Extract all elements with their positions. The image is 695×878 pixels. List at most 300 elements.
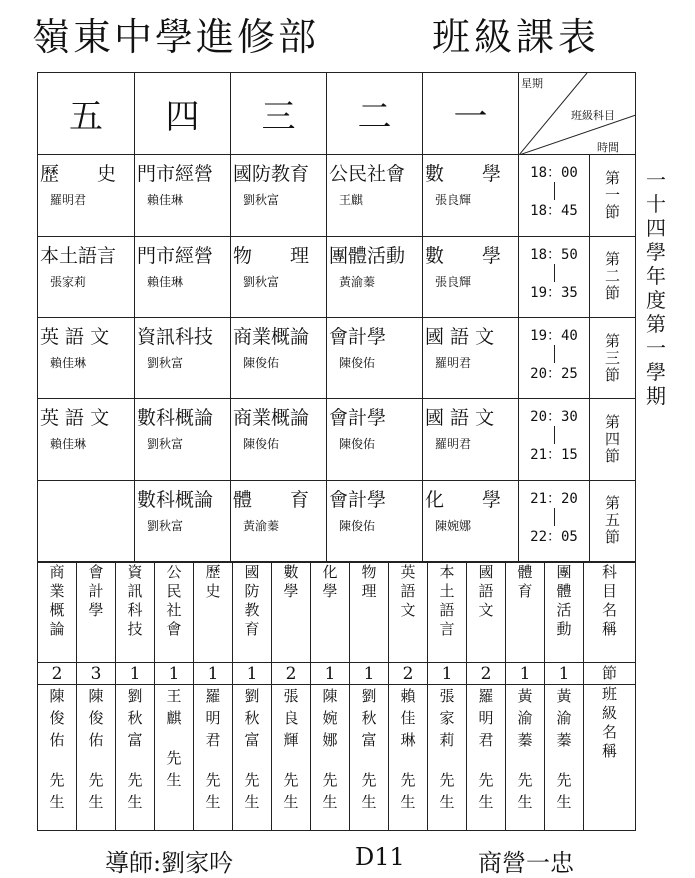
teacher-name: 陳俊佑 xyxy=(243,355,280,370)
school-year-char: 十 xyxy=(646,192,666,216)
summary-subject-char: 教 xyxy=(244,601,260,619)
summary-subject xyxy=(116,563,155,663)
time-separator xyxy=(554,264,555,282)
period-label-char: 節 xyxy=(604,284,620,303)
corner-subject-label: 班級科目 xyxy=(571,109,615,122)
summary-subject-char: 商 xyxy=(49,563,65,581)
summary-subject-char: 學 xyxy=(88,601,104,619)
summary-subject xyxy=(155,563,194,663)
teacher-suffix-char: 先 xyxy=(283,771,299,789)
teacher-name: 陳俊佑 xyxy=(339,437,376,452)
teacher-suffix-char: 先 xyxy=(88,771,104,789)
school-year-char: 學 xyxy=(646,360,666,384)
summary-teacher-char: 婉 xyxy=(322,709,338,727)
summary-teacher-char: 佑 xyxy=(49,731,65,749)
summary-teacher-char: 劉 xyxy=(361,687,377,705)
subject-name: 國 語 文 xyxy=(425,325,495,348)
summary-count: 2 xyxy=(272,663,311,685)
class-cell xyxy=(231,480,327,561)
summary-count: 1 xyxy=(233,663,272,685)
summary-subject-char: 活 xyxy=(556,601,572,619)
school-year-char: 一 xyxy=(646,336,666,360)
period-label-char: 節 xyxy=(604,202,620,221)
class-cell xyxy=(423,317,519,398)
corner-time-label: 時間 xyxy=(597,141,619,154)
subject-name: 英 語 文 xyxy=(40,325,110,348)
teacher-name: 王麒 xyxy=(339,193,364,208)
summary-subject-char: 業 xyxy=(49,582,65,600)
summary-subject-char: 技 xyxy=(127,620,143,638)
subject-name: 資訊科技 xyxy=(137,325,214,348)
summary-count: 1 xyxy=(194,663,233,685)
summary-subject-char: 英 xyxy=(400,563,416,581)
period-label xyxy=(590,317,636,398)
summary-count: 3 xyxy=(77,663,116,685)
summary-subject-char: 訊 xyxy=(127,582,143,600)
summary-teacher-char: 王 xyxy=(166,687,182,705)
summary-teacher xyxy=(194,685,233,831)
subjects-label xyxy=(584,563,636,663)
summary-teacher-char: 秋 xyxy=(361,709,377,727)
subjects-label-char: 科 xyxy=(601,563,617,581)
summary-subject-char: 育 xyxy=(244,620,260,638)
class-cell xyxy=(231,317,327,398)
class-cell xyxy=(38,236,135,317)
summary-teacher-char: 蓁 xyxy=(517,731,533,749)
summary-teacher-char: 賴 xyxy=(400,687,416,705)
summary-teacher xyxy=(467,685,506,831)
teacher-suffix xyxy=(233,769,271,813)
school-title: 嶺東中學進修部 xyxy=(32,15,320,59)
teacher-suffix xyxy=(350,769,388,813)
summary-subject-char: 資 xyxy=(127,563,143,581)
start-time: 18：00 xyxy=(530,165,578,182)
summary-subject-char: 概 xyxy=(49,601,65,619)
class-cell xyxy=(231,236,327,317)
class-cell xyxy=(423,236,519,317)
class-cell xyxy=(38,317,135,398)
summary-teacher-char: 佑 xyxy=(88,731,104,749)
class-cell xyxy=(423,480,519,561)
summary-teacher-char: 陳 xyxy=(88,687,104,705)
teacher-name: 陳俊佑 xyxy=(243,437,280,452)
subject-name: 英 語 文 xyxy=(40,407,110,430)
school-year-label xyxy=(645,168,667,408)
summary-count: 1 xyxy=(350,663,389,685)
summary-teacher-char: 黃 xyxy=(517,687,533,705)
teacher-name: 劉秋富 xyxy=(243,193,280,208)
summary-subject xyxy=(350,563,389,663)
class-cell xyxy=(327,399,423,480)
summary-teacher xyxy=(428,685,467,831)
subject-name: 化 學 xyxy=(425,488,502,511)
summary-teacher-char: 渝 xyxy=(556,709,572,727)
subject-name: 門市經營 xyxy=(137,244,214,267)
end-time: 22：05 xyxy=(530,528,578,545)
corner-header xyxy=(519,73,636,155)
teacher-suffix-char: 先 xyxy=(49,771,65,789)
summary-teacher-char: 家 xyxy=(439,709,455,727)
summary-subject-char: 史 xyxy=(205,582,221,600)
summary-subject xyxy=(311,563,350,663)
time-cell xyxy=(519,480,590,561)
end-time: 19：35 xyxy=(530,284,578,301)
teacher-suffix-char: 生 xyxy=(517,793,533,811)
period-label xyxy=(590,480,636,561)
school-year-char: 年 xyxy=(646,264,666,288)
summary-teacher xyxy=(38,685,77,831)
summary-subject xyxy=(506,563,545,663)
class-cell xyxy=(423,155,519,236)
subject-name: 國 語 文 xyxy=(425,407,495,430)
teacher-suffix-char: 先 xyxy=(556,771,572,789)
summary-subject-char: 會 xyxy=(166,620,182,638)
class-cell xyxy=(231,155,327,236)
summary-count: 1 xyxy=(116,663,155,685)
period-label-char: 第 xyxy=(604,168,620,187)
time-separator xyxy=(554,426,555,444)
start-time: 21：20 xyxy=(530,490,578,507)
teacher-name: 劉秋富 xyxy=(147,355,184,370)
summary-teacher-char: 麒 xyxy=(166,709,182,727)
doc-title: 班級課表 xyxy=(432,15,601,59)
teachers-label-char: 班 xyxy=(601,685,617,703)
summary-teacher-char: 娜 xyxy=(322,731,338,749)
summary-subject xyxy=(38,563,77,663)
teacher-suffix xyxy=(389,769,427,813)
subject-name: 國防教育 xyxy=(233,163,310,186)
day-header-tue: 二 xyxy=(327,73,423,155)
time-separator xyxy=(554,345,555,363)
teacher-suffix-char: 生 xyxy=(166,771,182,789)
summary-teacher-char: 秋 xyxy=(244,709,260,727)
corner-week-label: 星期 xyxy=(521,77,543,90)
subject-name: 物 理 xyxy=(233,244,310,267)
summary-teacher xyxy=(77,685,116,831)
summary-subject-row xyxy=(38,563,636,663)
teacher-name: 張家莉 xyxy=(50,274,87,289)
subject-name: 數 學 xyxy=(425,244,502,267)
summary-subject-char: 防 xyxy=(244,582,260,600)
summary-subject-char: 團 xyxy=(556,563,572,581)
summary-teacher xyxy=(545,685,584,831)
summary-teacher-char: 明 xyxy=(478,709,494,727)
teacher-name: 賴佳琳 xyxy=(50,437,87,452)
period-label-char: 節 xyxy=(604,365,620,384)
teacher-suffix-char: 生 xyxy=(244,793,260,811)
summary-subject xyxy=(428,563,467,663)
class-cell xyxy=(135,480,231,561)
class-cell xyxy=(423,399,519,480)
teacher-suffix-char: 生 xyxy=(127,793,143,811)
period-row xyxy=(38,399,636,480)
subjects-label-char: 目 xyxy=(601,582,617,600)
teachers-label-char: 名 xyxy=(601,723,617,741)
teacher-suffix-char: 生 xyxy=(88,793,104,811)
summary-subject xyxy=(467,563,506,663)
period-label-char: 第 xyxy=(604,412,620,431)
teacher-suffix-char: 生 xyxy=(478,793,494,811)
subject-name: 團體活動 xyxy=(329,244,406,267)
summary-count: 1 xyxy=(506,663,545,685)
period-label-char: 節 xyxy=(604,446,620,465)
class-cell xyxy=(135,236,231,317)
summary-subject-char: 學 xyxy=(322,582,338,600)
teacher-suffix-char: 生 xyxy=(205,793,221,811)
day-header-thu: 四 xyxy=(135,73,231,155)
period-label-char: 節 xyxy=(604,528,620,547)
summary-subject-char: 歷 xyxy=(205,563,221,581)
class-cell xyxy=(135,155,231,236)
summary-teacher-char: 張 xyxy=(283,687,299,705)
time-separator xyxy=(554,508,555,526)
teachers-label-char: 級 xyxy=(601,704,617,722)
period-row xyxy=(38,155,636,236)
summary-subject-char: 體 xyxy=(556,582,572,600)
school-year-char: 期 xyxy=(646,384,666,408)
teacher-suffix xyxy=(428,769,466,813)
class-cell xyxy=(38,480,135,561)
class-cell xyxy=(38,399,135,480)
summary-teacher xyxy=(155,685,194,831)
day-header-row xyxy=(38,73,636,155)
summary-teacher-row xyxy=(38,685,636,831)
period-label-char: 二 xyxy=(604,267,620,286)
summary-subject-char: 理 xyxy=(361,582,377,600)
teacher-name: 羅明君 xyxy=(50,193,87,208)
period-label xyxy=(590,399,636,480)
teacher-name: 賴佳琳 xyxy=(50,355,87,370)
summary-subject-char: 科 xyxy=(127,601,143,619)
summary-teacher xyxy=(311,685,350,831)
class-cell xyxy=(38,155,135,236)
summary-teacher xyxy=(350,685,389,831)
time-cell xyxy=(519,317,590,398)
teacher-suffix-char: 生 xyxy=(361,793,377,811)
summary-teacher-char: 渝 xyxy=(517,709,533,727)
summary-subject xyxy=(233,563,272,663)
summary-teacher-char: 君 xyxy=(478,731,494,749)
teacher-name: 賴佳琳 xyxy=(147,274,184,289)
class-cell xyxy=(327,155,423,236)
period-row xyxy=(38,236,636,317)
teacher-name: 張良輝 xyxy=(435,274,472,289)
subject-name: 商業概論 xyxy=(233,407,310,430)
period-label-char: 五 xyxy=(604,511,620,530)
teacher-suffix-char: 先 xyxy=(127,771,143,789)
summary-count: 1 xyxy=(155,663,194,685)
summary-subject-char: 土 xyxy=(439,582,455,600)
summary-subject xyxy=(389,563,428,663)
summary-subject-char: 會 xyxy=(88,563,104,581)
teacher-name: 羅明君 xyxy=(435,437,472,452)
start-time: 19：40 xyxy=(530,327,578,344)
teacher-suffix-char: 先 xyxy=(205,771,221,789)
subject-name: 商業概論 xyxy=(233,325,310,348)
teacher-suffix-char: 先 xyxy=(478,771,494,789)
teacher-suffix xyxy=(506,769,544,813)
teacher-name: 陳俊佑 xyxy=(339,355,376,370)
school-year-char: 一 xyxy=(646,168,666,192)
summary-subject xyxy=(272,563,311,663)
teacher-suffix xyxy=(77,769,115,813)
summary-teacher-char: 張 xyxy=(439,687,455,705)
period-row xyxy=(38,317,636,398)
period-label-char: 第 xyxy=(604,331,620,350)
summary-count: 2 xyxy=(38,663,77,685)
subject-name: 體 育 xyxy=(233,488,310,511)
summary-subject-char: 國 xyxy=(478,563,494,581)
summary-teacher xyxy=(233,685,272,831)
teacher-suffix-char: 生 xyxy=(556,793,572,811)
school-year-char: 四 xyxy=(646,216,666,240)
timetable xyxy=(37,72,636,562)
teacher-suffix-char: 生 xyxy=(283,793,299,811)
teacher-suffix xyxy=(38,769,76,813)
teacher-suffix xyxy=(155,747,193,791)
summary-count: 2 xyxy=(389,663,428,685)
start-time: 20：30 xyxy=(530,409,578,426)
teacher-name: 劉秋富 xyxy=(243,274,280,289)
start-time: 18：50 xyxy=(530,246,578,263)
summary-teacher-char: 陳 xyxy=(49,687,65,705)
teacher-name: 陳俊佑 xyxy=(339,518,376,533)
summary-count: 1 xyxy=(545,663,584,685)
summary-subject-char: 計 xyxy=(88,582,104,600)
summary-subject-char: 動 xyxy=(556,620,572,638)
teachers-label-char: 稱 xyxy=(601,742,617,760)
subject-name: 歷 史 xyxy=(40,163,117,186)
summary-teacher-char: 羅 xyxy=(205,687,221,705)
period-label-char: 三 xyxy=(604,348,620,367)
teacher-suffix-char: 生 xyxy=(400,793,416,811)
subject-summary xyxy=(37,562,636,831)
class-name: 商營一忠 xyxy=(478,849,574,877)
day-header-fri: 五 xyxy=(38,73,135,155)
school-year-char: 第 xyxy=(646,312,666,336)
period-label xyxy=(590,155,636,236)
summary-teacher-char: 秋 xyxy=(127,709,143,727)
teacher-suffix xyxy=(272,769,310,813)
summary-count: 1 xyxy=(428,663,467,685)
teacher-suffix xyxy=(116,769,154,813)
teacher-suffix-char: 先 xyxy=(166,749,182,767)
summary-teacher-char: 俊 xyxy=(49,709,65,727)
time-cell xyxy=(519,236,590,317)
summary-teacher-char: 黃 xyxy=(556,687,572,705)
summary-teacher-char: 劉 xyxy=(127,687,143,705)
summary-teacher-char: 富 xyxy=(361,731,377,749)
summary-subject-char: 數 xyxy=(283,563,299,581)
teacher-name: 黃渝蓁 xyxy=(339,274,376,289)
summary-subject-char: 文 xyxy=(478,601,494,619)
teacher-suffix-char: 先 xyxy=(400,771,416,789)
summary-subject-char: 學 xyxy=(283,582,299,600)
summary-teacher-char: 琳 xyxy=(400,731,416,749)
summary-subject-char: 物 xyxy=(361,563,377,581)
summary-teacher-char: 陳 xyxy=(322,687,338,705)
summary-subject-char: 體 xyxy=(517,563,533,581)
period-label-char: 第 xyxy=(604,494,620,513)
teachers-label xyxy=(584,685,636,831)
summary-teacher-char: 俊 xyxy=(88,709,104,727)
teacher-suffix-char: 生 xyxy=(49,793,65,811)
period-row xyxy=(38,480,636,561)
class-cell xyxy=(231,399,327,480)
summary-teacher-char: 輝 xyxy=(283,731,299,749)
teacher-suffix-char: 先 xyxy=(322,771,338,789)
subject-name: 會計學 xyxy=(329,488,387,511)
summary-subject-char: 論 xyxy=(49,620,65,638)
summary-teacher-char: 蓁 xyxy=(556,731,572,749)
school-year-char: 度 xyxy=(646,288,666,312)
summary-subject-char: 本 xyxy=(439,563,455,581)
time-cell xyxy=(519,399,590,480)
summary-teacher-char: 劉 xyxy=(244,687,260,705)
summary-teacher-char: 莉 xyxy=(439,731,455,749)
teacher-name: 羅明君 xyxy=(435,355,472,370)
summary-count: 2 xyxy=(467,663,506,685)
summary-subject-char: 文 xyxy=(400,601,416,619)
school-year-char: 學 xyxy=(646,240,666,264)
tutor-label: 導師:劉家吟 xyxy=(105,849,234,877)
end-time: 20：25 xyxy=(530,365,578,382)
summary-subject-char: 國 xyxy=(244,563,260,581)
summary-subject-char: 社 xyxy=(166,601,182,619)
period-label-char: 第 xyxy=(604,250,620,269)
summary-teacher xyxy=(389,685,428,831)
teacher-suffix-char: 先 xyxy=(244,771,260,789)
subjects-label-char: 名 xyxy=(601,601,617,619)
subject-name: 會計學 xyxy=(329,407,387,430)
summary-teacher-char: 良 xyxy=(283,709,299,727)
teacher-name: 黃渝蓁 xyxy=(243,518,280,533)
summary-subject xyxy=(194,563,233,663)
summary-teacher-char: 明 xyxy=(205,709,221,727)
summary-teacher xyxy=(272,685,311,831)
summary-subject-char: 語 xyxy=(478,582,494,600)
teacher-suffix xyxy=(311,769,349,813)
teacher-name: 劉秋富 xyxy=(147,437,184,452)
teacher-suffix-char: 先 xyxy=(439,771,455,789)
subjects-label-char: 稱 xyxy=(601,620,617,638)
class-cell xyxy=(135,317,231,398)
teacher-suffix-char: 生 xyxy=(439,793,455,811)
teacher-suffix xyxy=(467,769,505,813)
teacher-name: 陳婉娜 xyxy=(435,518,472,533)
time-separator xyxy=(554,182,555,200)
subject-name: 數 學 xyxy=(425,163,502,186)
class-cell xyxy=(135,399,231,480)
summary-teacher-char: 富 xyxy=(244,731,260,749)
teacher-suffix-char: 生 xyxy=(322,793,338,811)
summary-teacher xyxy=(506,685,545,831)
teacher-suffix-char: 先 xyxy=(361,771,377,789)
teacher-name: 劉秋富 xyxy=(147,518,184,533)
summary-subject xyxy=(545,563,584,663)
teacher-suffix xyxy=(194,769,232,813)
summary-teacher xyxy=(116,685,155,831)
summary-teacher-char: 富 xyxy=(127,731,143,749)
summary-teacher-char: 佳 xyxy=(400,709,416,727)
teacher-name: 張良輝 xyxy=(435,193,472,208)
period-label-char: 一 xyxy=(604,185,620,204)
day-header-wed: 三 xyxy=(231,73,327,155)
summary-count: 1 xyxy=(311,663,350,685)
summary-subject-char: 化 xyxy=(322,563,338,581)
subject-name: 會計學 xyxy=(329,325,387,348)
time-cell xyxy=(519,155,590,236)
